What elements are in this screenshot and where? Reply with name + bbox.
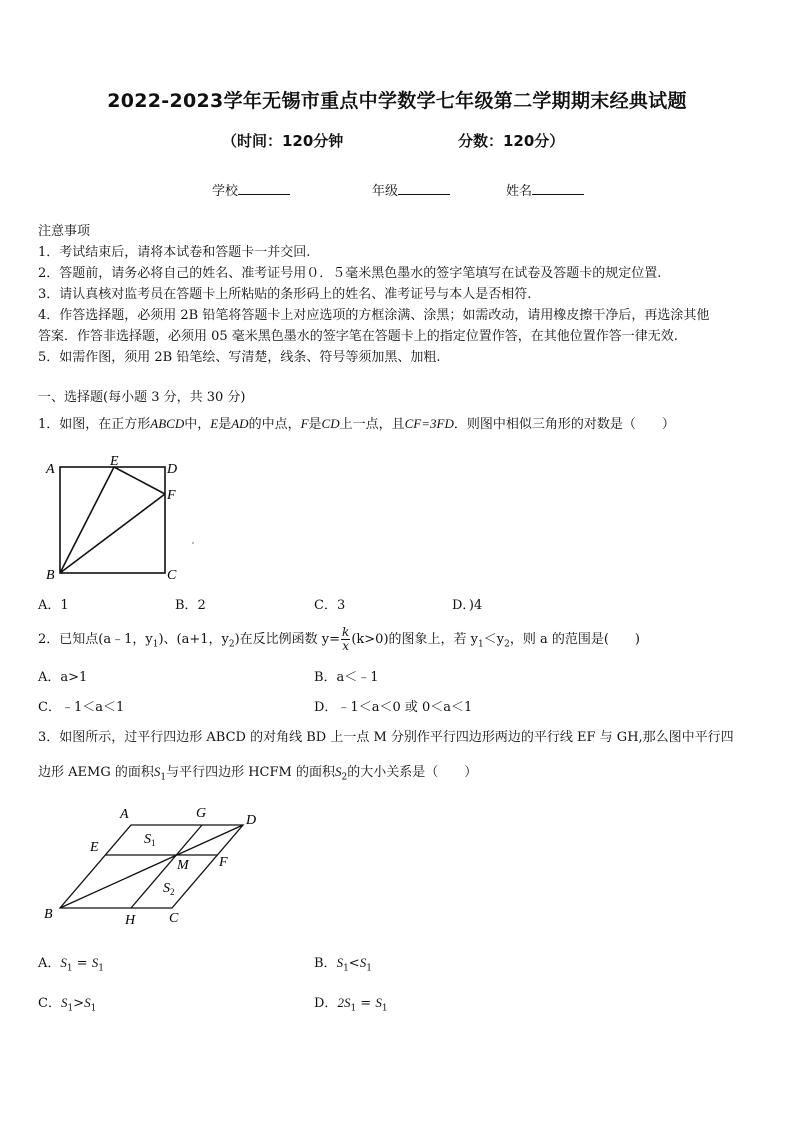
q2-option-d[interactable]: D．﹣1＜a＜0 或 0＜a＜1 [314, 700, 473, 715]
label-a: A [120, 807, 129, 822]
q2-option-a[interactable]: A．a>1 [38, 670, 88, 685]
q1-option-a[interactable]: A．1 [38, 598, 69, 613]
square-figure [36, 450, 201, 588]
notice-item: 2．答题前，请务必将自己的姓名、准考证号用０．５毫米黑色墨水的签字笔填写在试卷及答题卡的规定位置. [38, 266, 662, 281]
question-3-line-1: 3．如图所示，过平行四边形 ABCD 的对角线 BD 上一点 M 分别作平行四边形两边的平行线 EF 与 GH,那么图中平行四 [38, 730, 734, 745]
name-label: 姓名 [506, 184, 533, 199]
exam-time: （时间：120分钟 [222, 132, 344, 150]
school-label: 学校 [212, 184, 239, 199]
q3-option-a[interactable]: A．$S_1 = S_1$ [38, 955, 105, 974]
q3-option-b[interactable]: B．$S_1<S_1$ [314, 955, 372, 974]
notice-item: 答案．作答非选择题，必须用 05 毫米黑色墨水的签字笔在答题卡上的指定位置作答，在其他位置作答一律无效. [38, 329, 678, 344]
notice-item: 3．请认真核对监考员在答题卡上所粘贴的条形码上的姓名、准考证号与本人是否相符. [38, 287, 532, 302]
label-s1: $S_1$ [144, 832, 156, 848]
segment-be [60, 467, 114, 573]
q2-option-b[interactable]: B．a＜﹣1 [314, 670, 379, 685]
grade-label: 年级 [372, 184, 399, 199]
school-field [212, 180, 290, 199]
label-d: D [167, 462, 178, 477]
label-h: H [125, 913, 136, 928]
exam-score: 分数：120分） [458, 132, 565, 150]
label-m: M [177, 858, 189, 873]
label-c: C [169, 911, 179, 926]
question-2-text: 2．已知点(a﹣1，$y_1$)、(a+1，$y_2$)在反比例函数 y= $\frac{k}{x}$ (k>0)的图象上，若 $y_1<y_2$，则 a 的范围是( ) [38, 625, 640, 653]
q3-option-c[interactable]: C．$S_1>S_1$ [38, 995, 97, 1014]
school-blank[interactable] [238, 182, 290, 195]
fraction-k-over-x: $\frac{k}{x}$ [342, 625, 350, 653]
grade-field [372, 180, 450, 199]
label-d: D [246, 813, 257, 828]
q2-option-c[interactable]: C．﹣1＜a＜1 [38, 700, 125, 715]
label-e: E [110, 454, 119, 469]
grade-blank[interactable] [398, 182, 450, 195]
label-f: F [219, 855, 228, 870]
q1-option-b[interactable]: B．2 [175, 598, 206, 613]
notice-item: 5．如需作图，须用 2B 铅笔绘、写清楚，线条、符号等须加黑、加粗. [38, 350, 441, 365]
q1-option-c[interactable]: C．3 [314, 598, 346, 613]
label-b: B [46, 568, 55, 583]
label-b: B [44, 907, 53, 922]
notice-item: 4．作答选择题，必须用 2B 铅笔将答题卡上对应选项的方框涂满、涂黑；如需改动，请用橡皮擦干净后，再选涂其他 [38, 308, 710, 323]
q1-option-d[interactable]: D．)4 [452, 598, 483, 613]
label-s2: $S_2$ [163, 881, 175, 897]
label-f: F [167, 488, 176, 503]
question-3-line-2: 边形 AEMG 的面积$S_1$与平行四边形 HCFM 的面积$S_2$的大小关系是（ ） [38, 764, 478, 783]
label-g: G [196, 806, 207, 821]
question-1-text: 1．如图，在正方形ABCD中，E是AD的中点，F是CD上一点，且CF=3FD．则图中相似三角形的对数是（ ） [38, 416, 675, 432]
notice-heading: 注意事项 [38, 224, 91, 239]
page-title: 2022-2023学年无锡市重点中学数学七年级第二学期期末经典试题 [107, 90, 687, 112]
segment-bf [60, 494, 165, 573]
label-a: A [46, 462, 55, 477]
segment-ef [114, 467, 165, 494]
q3-option-d[interactable]: D．$2S_1 = S_1$ [314, 995, 388, 1014]
name-blank[interactable] [532, 182, 584, 195]
notice-item: 1．考试结束后，请将本试卷和答题卡一并交回. [38, 245, 311, 260]
parallelogram-figure [36, 798, 268, 928]
name-field [506, 180, 584, 199]
label-e: E [90, 840, 99, 855]
square-abcd [60, 467, 165, 573]
section-heading: 一、选择题(每小题 3 分，共 30 分) [38, 390, 246, 405]
label-c: C [167, 568, 177, 583]
